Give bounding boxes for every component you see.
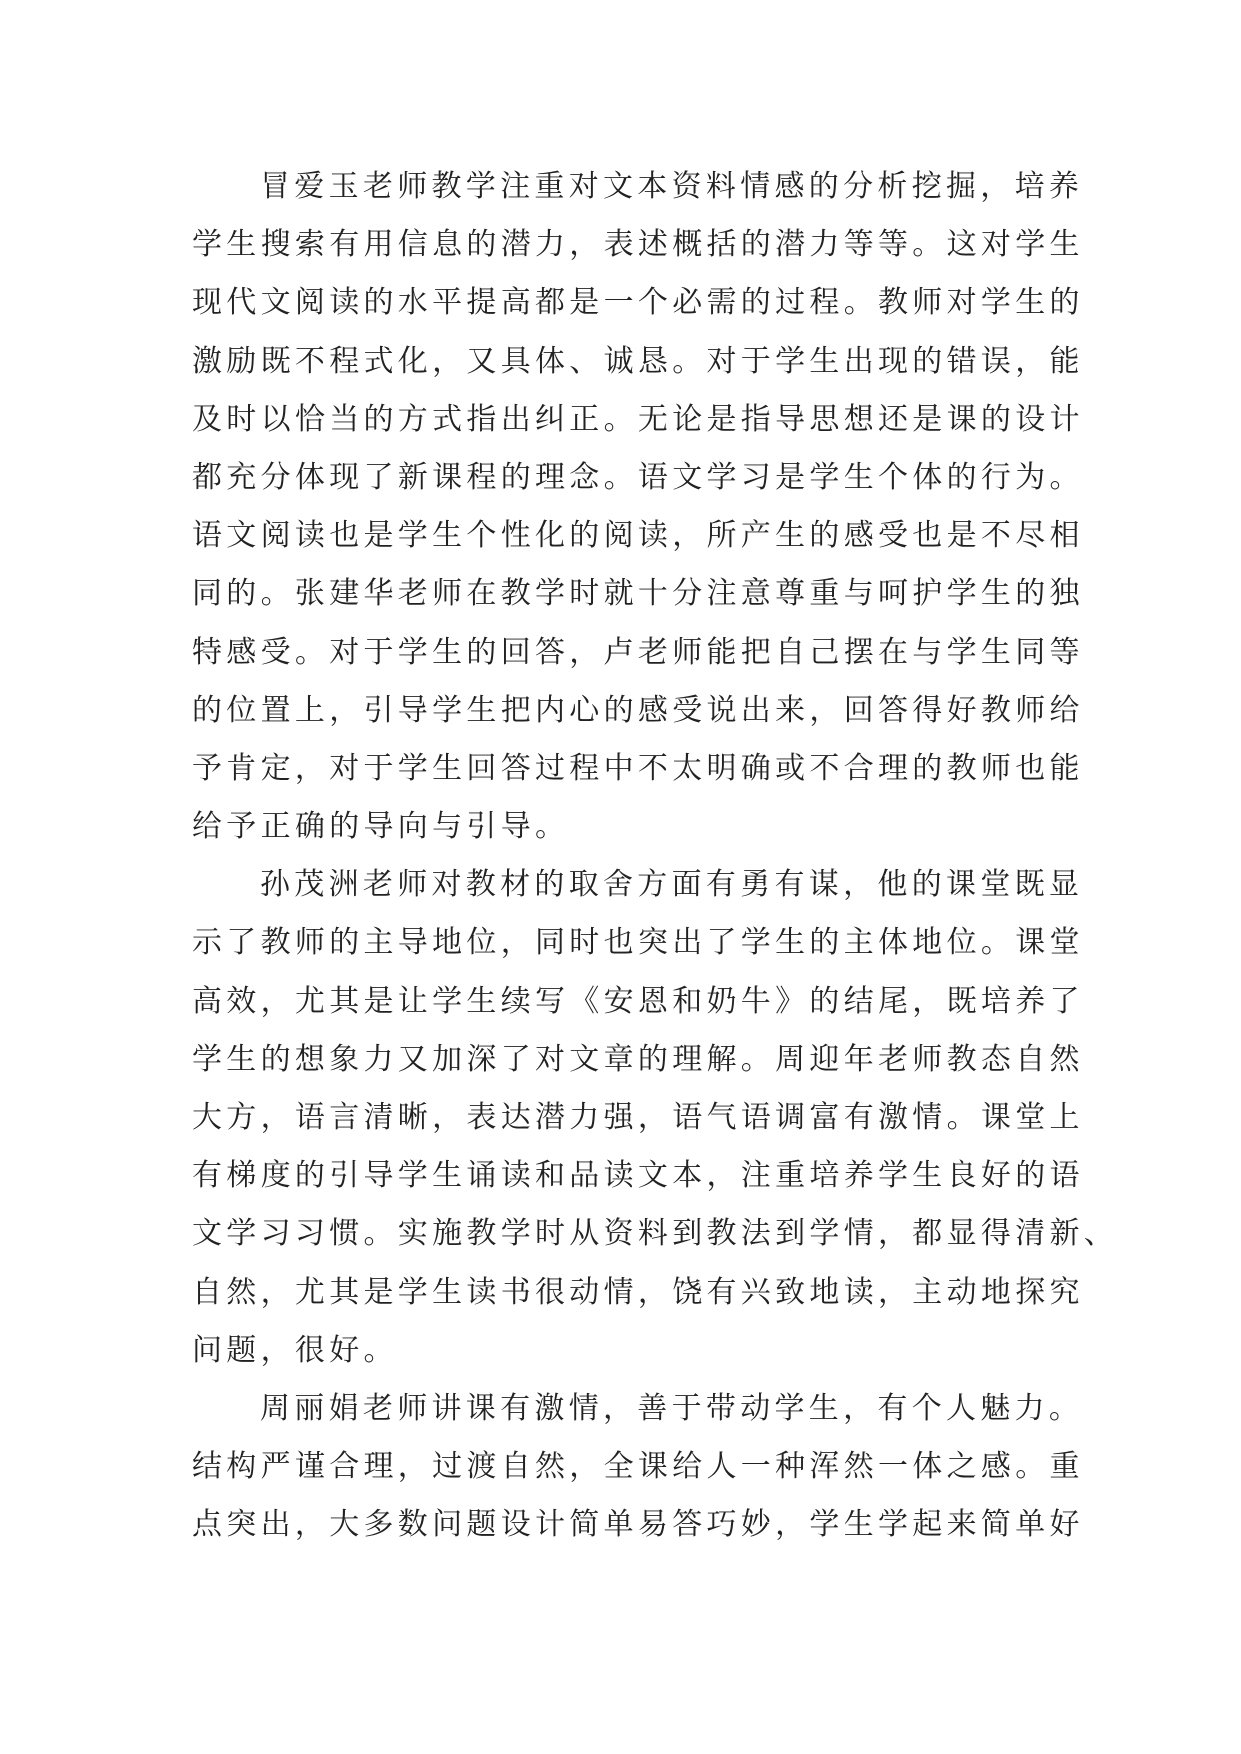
text-line: 问题，很好。 — [192, 1332, 398, 1368]
text-line: 学生的想象力又加深了对文章的理解。周迎年老师教态自然 — [192, 1041, 1084, 1077]
text-line: 周丽娟老师讲课有激情，善于带动学生，有个人魅力。 — [260, 1390, 1084, 1426]
text-line: 语文阅读也是学生个性化的阅读，所产生的感受也是不尽相 — [192, 518, 1084, 554]
text-line: 大方，语言清晰，表达潜力强，语气语调富有激情。课堂上 — [192, 1100, 1084, 1135]
text-line: 孙茂洲老师对教材的取舍方面有勇有谋，他的课堂既显 — [260, 867, 1084, 903]
text-line: 及时以恰当的方式指出纠正。无论是指导思想还是课的设计 — [192, 401, 1084, 437]
text-line: 自然，尤其是学生读书很动情，饶有兴致地读，主动地探究 — [192, 1274, 1084, 1310]
text-line: 给予正确的导向与引导。 — [192, 809, 570, 845]
text-line: 冒爱玉老师教学注重对文本资料情感的分析挖掘，培养 — [260, 169, 1084, 204]
text-line: 有梯度的引导学生诵读和品读文本，注重培养学生良好的语 — [192, 1158, 1084, 1194]
text-line: 予肯定，对于学生回答过程中不太明确或不合理的教师也能 — [192, 750, 1084, 786]
text-line: 现代文阅读的水平提高都是一个必需的过程。教师对学生的 — [192, 285, 1084, 321]
text-line: 都充分体现了新课程的理念。语文学习是学生个体的行为。 — [192, 459, 1084, 495]
paragraph-2 — [192, 856, 1119, 1380]
text-line: 结构严谨合理，过渡自然，全课给人一种浑然一体之感。重 — [192, 1449, 1084, 1485]
document-body — [192, 158, 1119, 1555]
text-line: 示了教师的主导地位，同时也突出了学生的主体地位。课堂 — [192, 925, 1084, 961]
text-line: 特感受。对于学生的回答，卢老师能把自己摆在与学生同等 — [192, 634, 1084, 670]
text-line: 文学习习惯。实施教学时从资料到教法到学情，都显得清新、 — [192, 1216, 1119, 1252]
text-line: 学生搜索有用信息的潜力，表述概括的潜力等等。这对学生 — [192, 227, 1084, 263]
text-line: 高效，尤其是让学生续写《安恩和奶牛》的结尾，既培养了 — [192, 983, 1084, 1019]
paragraph-3 — [192, 1380, 1084, 1555]
text-line: 的位置上，引导学生把内心的感受说出来，回答得好教师给 — [192, 692, 1084, 728]
text-line: 同的。张建华老师在教学时就十分注意尊重与呵护学生的独 — [192, 576, 1084, 612]
text-line: 点突出，大多数问题设计简单易答巧妙，学生学起来简单好 — [192, 1507, 1084, 1543]
text-line: 激励既不程式化，又具体、诚恳。对于学生出现的错误，能 — [192, 343, 1084, 379]
paragraph-1 — [192, 158, 1084, 856]
